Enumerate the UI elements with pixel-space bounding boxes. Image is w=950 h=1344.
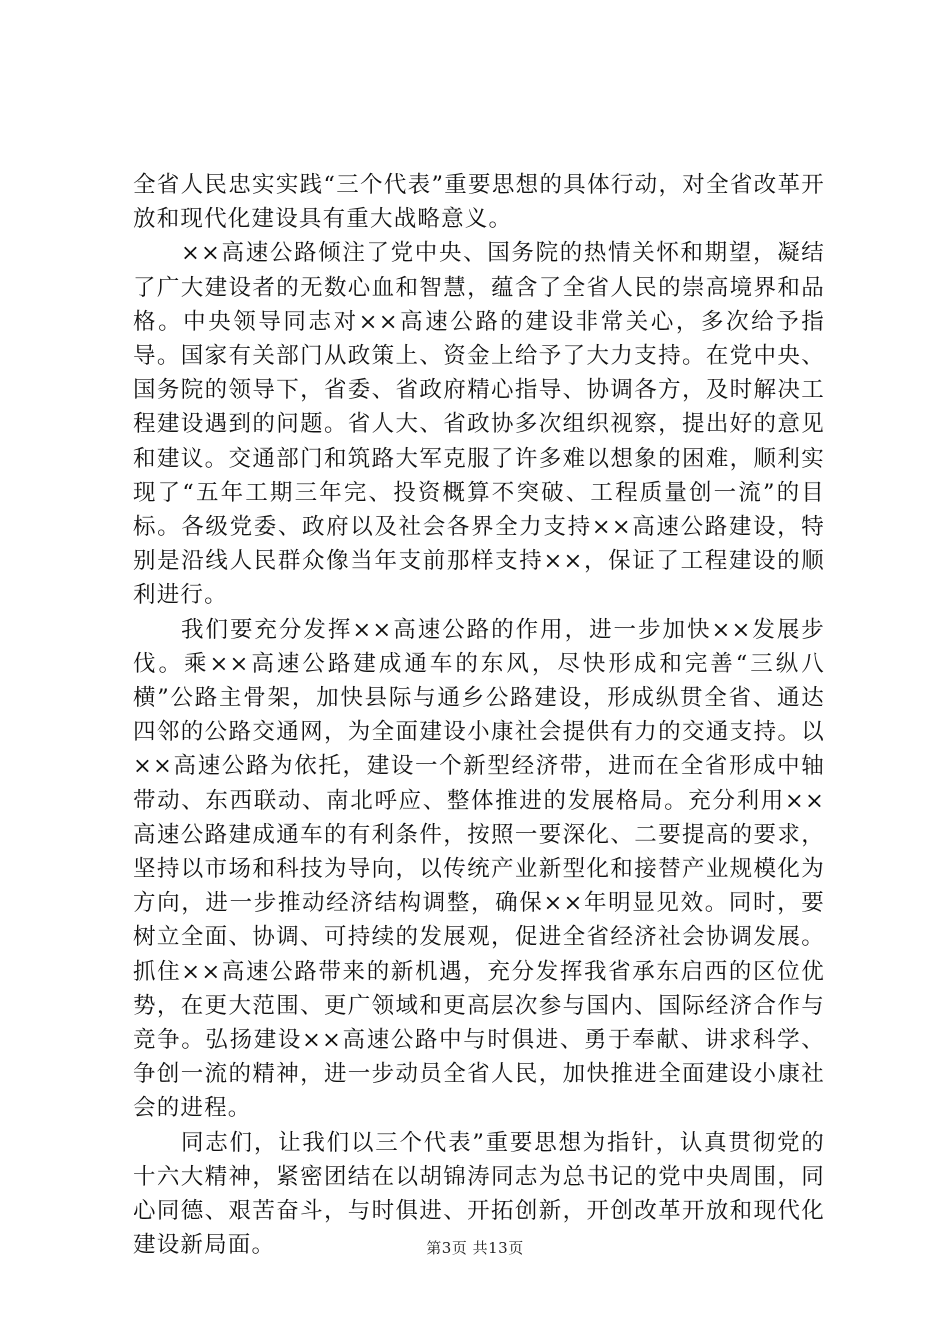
- page-number-footer: 第3页 共13页: [426, 1239, 524, 1257]
- paragraph-closing-call: 同志们，让我们以三个代表”重要思想为指针，认真贯彻党的十六大精神，紧密团结在以胡锦涛同志为总书记的党中央周围，同心同德、艰苦奋斗，与时俱进、开拓创新，开创改革开放和现代化建设新局面。: [133, 1129, 825, 1259]
- paragraph-highway-construction: ××高速公路倾注了党中央、国务院的热情关怀和期望，凝结了广大建设者的无数心血和智慧，蕴含了全省人民的崇高境界和品格。中央领导同志对××高速公路的建设非常关心，多次给予指导。国家有关部门从政策上、资金上给予了大力支持。在党中央、国务院的领导下，省委、省政府精心指导、协调各方，及时解决工程建设遇到的问题。省人大、省政协多次组织视察，提出好的意见和建议。交通部门和筑路大军克服了许多难以想象的困难，顺利实现了“五年工期三年完、投资概算不突破、工程质量创一流”的目标。各级党委、政府以及社会各界全力支持××高速公路建设，特别是沿线人民群众像当年支前那样支持××，保证了工程建设的顺利进行。: [133, 240, 825, 609]
- paragraph-continuation: 全省人民忠实实践“三个代表”重要思想的具体行动，对全省改革开放和现代化建设具有重大战略意义。: [133, 172, 825, 233]
- paragraph-development-plan: 我们要充分发挥××高速公路的作用，进一步加快××发展步伐。乘××高速公路建成通车的东风，尽快形成和完善“三纵八横”公路主骨架，加快县际与通乡公路建设，形成纵贯全省、通达四邻的公路交通网，为全面建设小康社会提供有力的交通支持。以××高速公路为依托，建设一个新型经济带，进而在全省形成中轴带动、东西联动、南北呼应、整体推进的发展格局。充分利用××高速公路建成通车的有利条件，按照一要深化、二要提高的要求，坚持以市场和科技为导向，以传统产业新型化和接替产业规模化为方向，进一步推动经济结构调整，确保××年明显见效。同时，要树立全面、协调、可持续的发展观，促进全省经济社会协调发展。抓住××高速公路带来的新机遇，充分发挥我省承东启西的区位优势，在更大范围、更广领域和更高层次参与国内、国际经济合作与竞争。弘扬建设××高速公路中与时俱进、勇于奉献、讲求科学、争创一流的精神，进一步动员全省人民，加快推进全面建设小康社会的进程。: [133, 616, 825, 1122]
- document-body: [133, 168, 825, 1263]
